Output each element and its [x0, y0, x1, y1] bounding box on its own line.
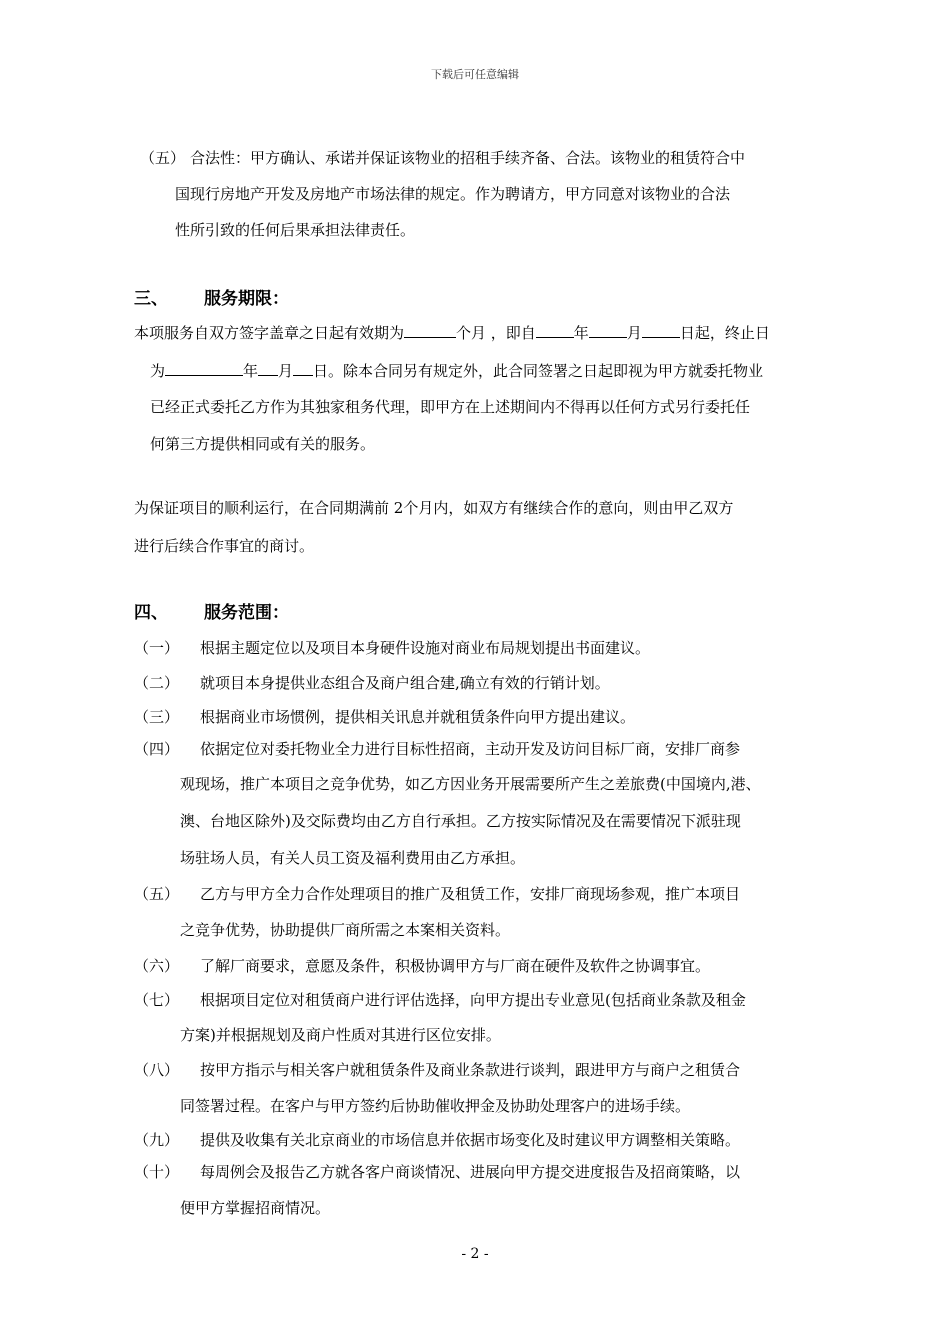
term-line-2 [150, 360, 763, 381]
item-line: 依据定位对委托物业全力进行目标性招商，主动开发及访问目标厂商，安排厂商参 [200, 740, 741, 758]
months-blank [404, 322, 456, 338]
item-num: （四） [134, 740, 180, 758]
start-year-blank [536, 322, 574, 338]
item-line: 乙方与甲方全力合作处理项目的推广及租赁工作，安排厂商现场参观，推广本项目 [200, 885, 741, 903]
section-3-title: 服务期限： [204, 289, 289, 309]
section-3-heading [134, 288, 289, 310]
page-number: - 2 - [461, 1246, 489, 1262]
item-line: 每周例会及报告乙方就各客户商谈情况、进展向甲方提交进度报告及招商策略，以 [200, 1163, 741, 1181]
item-line: 澳、台地区除外)及交际费均由乙方自行承担。乙方按实际情况及在需要情况下派驻现 [180, 812, 741, 830]
term-text: 个月 ，即自 [456, 324, 536, 342]
section-3-label: 三、 [134, 289, 168, 309]
item-num: （八） [134, 1061, 180, 1079]
section-4-heading [134, 602, 289, 624]
renewal-line-2: 进行后续合作事宜的商讨。 [134, 537, 315, 555]
start-month-blank [589, 322, 627, 338]
item-line: 观现场，推广本项目之竞争优势，如乙方因业务开展需要所产生之差旅费(中国境内,港、 [180, 775, 761, 793]
term-text: 年 [243, 362, 259, 380]
page-header: 下载后可任意编辑 [431, 68, 519, 81]
end-year-blank [165, 360, 243, 376]
item-num: （九） [134, 1131, 180, 1149]
item-num: （十） [134, 1163, 180, 1181]
item-line: 根据项目定位对租赁商户进行评估选择，向甲方提出专业意见(包括商业条款及租金 [200, 991, 746, 1009]
section-4-title: 服务范围： [204, 603, 289, 623]
item-line: 根据商业市场惯例，提供相关讯息并就租赁条件向甲方提出建议。 [200, 708, 636, 726]
legal-num: （五） [140, 149, 186, 167]
term-text: 本项服务自双方签字盖章之日起有效期为 [134, 324, 405, 342]
term-line-1 [134, 322, 770, 343]
legal-line-2: 国现行房地产开发及房地产市场法律的规定。作为聘请方，甲方同意对该物业的合法 [175, 185, 731, 203]
term-text: 年 [573, 324, 589, 342]
item-line: 了解厂商要求，意愿及条件，积极协调甲方与厂商在硬件及软件之协调事宜。 [200, 957, 711, 975]
item-line: 方案)并根据规划及商户性质对其进行区位安排。 [180, 1026, 501, 1044]
term-text: 日起，终止日 [679, 324, 770, 342]
item-num: （二） [134, 674, 180, 692]
item-line: 根据主题定位以及项目本身硬件设施对商业布局规划提出书面建议。 [200, 639, 651, 657]
item-num: （一） [134, 639, 180, 657]
start-day-blank [642, 322, 680, 338]
end-month-blank [258, 360, 278, 376]
term-line-4: 何第三方提供相同或有关的服务。 [150, 435, 376, 453]
item-line: 便甲方掌握招商情况。 [180, 1199, 331, 1217]
item-num: （三） [134, 708, 180, 726]
section-4-label: 四、 [134, 603, 168, 623]
end-day-blank [293, 360, 313, 376]
term-line-3: 已经正式委托乙方作为其独家租务代理，即甲方在上述期间内不得再以任何方式另行委托任 [150, 398, 751, 416]
term-text: 月 [626, 324, 642, 342]
legal-line-1: 合法性：甲方确认、承诺并保证该物业的招租手续齐备、合法。该物业的租赁符合中 [190, 149, 746, 167]
item-line: 按甲方指示与相关客户就租赁条件及商业条款进行谈判，跟进甲方与商户之租赁合 [200, 1061, 741, 1079]
item-num: （七） [134, 991, 180, 1009]
renewal-line-1: 为保证项目的顺利运行，在合同期满前 2个月内，如双方有继续合作的意向，则由甲乙双方 [134, 499, 734, 517]
item-line: 提供及收集有关北京商业的市场信息并依据市场变化及时建议甲方调整相关策略。 [200, 1131, 741, 1149]
term-text: 为 [150, 362, 166, 380]
item-line: 同签署过程。在客户与甲方签约后协助催收押金及协助处理客户的进场手续。 [180, 1097, 691, 1115]
item-line: 场驻场人员，有关人员工资及福利费用由乙方承担。 [180, 849, 526, 867]
item-line: 之竞争优势，协助提供厂商所需之本案相关资料。 [180, 921, 511, 939]
term-text: 日。除本合同另有规定外，此合同签署之日起即视为甲方就委托物业 [313, 362, 764, 380]
item-num: （六） [134, 957, 180, 975]
legal-line-3: 性所引致的任何后果承担法律责任。 [175, 221, 416, 239]
term-text: 月 [278, 362, 294, 380]
item-num: （五） [134, 885, 180, 903]
item-line: 就项目本身提供业态组合及商户组合建,确立有效的行销计划。 [200, 674, 610, 692]
